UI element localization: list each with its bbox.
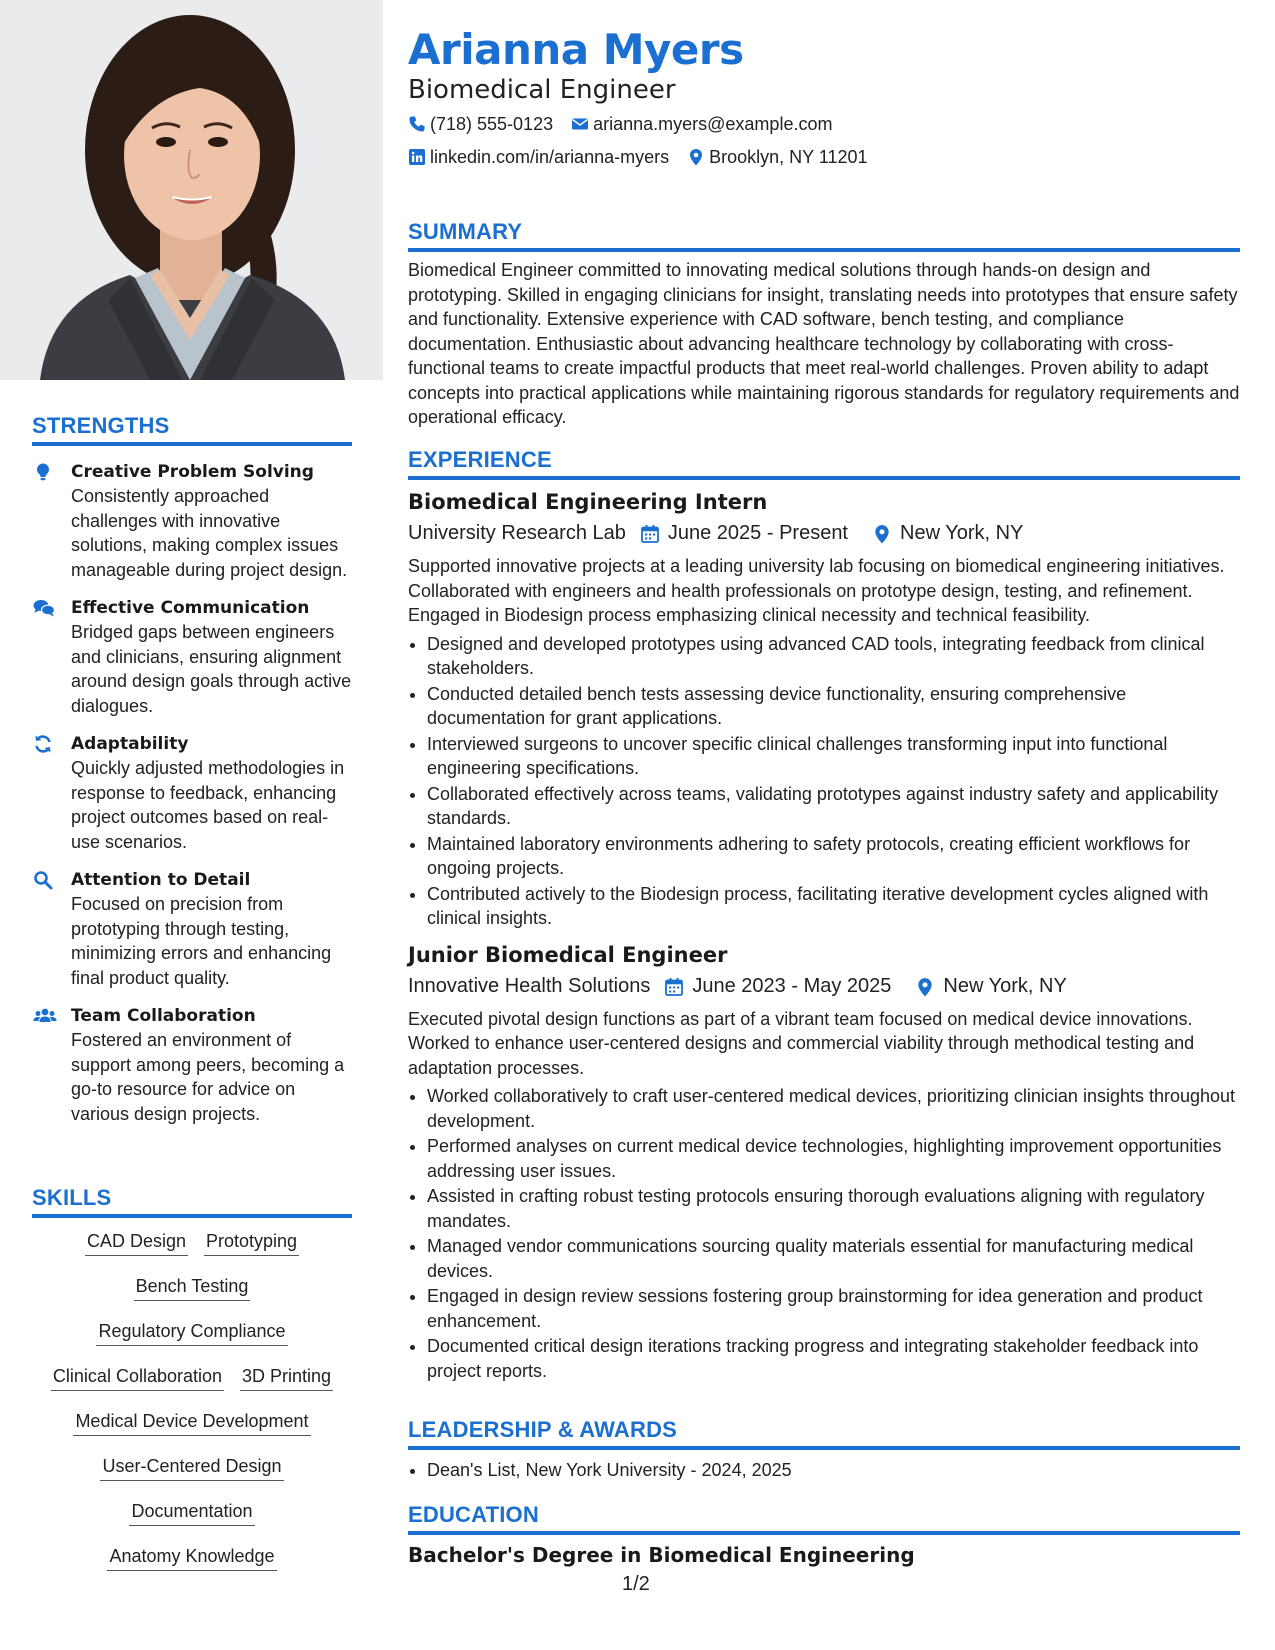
summary-section [408,219,1240,430]
skills-list [32,1230,352,1590]
profile-photo [0,0,383,380]
education-title: EDUCATION [408,1502,1240,1535]
job-bullet: • Maintained laboratory environments adhering to safety protocols, creating efficient workflows for ongoing projects. [427,832,1240,881]
job-role: Biomedical Engineering Intern [408,490,768,514]
job-bullet: • Designed and developed prototypes using advanced CAD tools, integrating feedback from clinical stakeholders. [427,632,1240,681]
skill-tag: CAD Design [85,1230,188,1256]
skill-tag: Regulatory Compliance [96,1320,287,1346]
skills-section [32,1185,352,1590]
contact-row [408,145,868,169]
strength-title: Effective Communication [71,598,310,618]
job-location-group [915,971,1066,1001]
strength-item [32,1004,352,1126]
skills-row [32,1410,352,1455]
job-dates-group [664,971,891,1001]
job-bullet: • Collaborated effectively across teams, validating prototypes against industry safety and applicability standards. [427,782,1240,831]
job-bullets [408,1084,1240,1383]
contact-email[interactable] [571,112,832,136]
skills-row [32,1365,352,1410]
contact-linkedin[interactable] [408,145,669,169]
job-description: Supported innovative projects at a leading university lab focusing on biomedical engineering initiatives. Collaborated with engineers and health professionals on prototype design, testing, and refinement. Engaged in Biodesign process emphasizing clinical necessity and technical feasibility. [408,556,1225,625]
skills-row [32,1230,352,1275]
job-bullet: • Worked collaboratively to craft user-centered medical devices, prioritizing clinician insights throughout development. [427,1084,1240,1133]
comments-icon [33,598,55,618]
strength-item [32,460,352,582]
job-location: New York, NY [943,974,1067,997]
job-meta [408,518,1240,548]
experience-title: EXPERIENCE [408,447,1240,480]
sidebar [0,0,383,1650]
job-bullet: • Managed vendor communications sourcing quality materials essential for manufacturing medical devices. [427,1234,1240,1283]
phone-text: (718) 555-0123 [430,114,554,134]
email-text: arianna.myers@example.com [593,114,833,134]
job-location: New York, NY [900,522,1024,544]
map-pin-icon [915,976,935,996]
location-text: Brooklyn, NY 11201 [709,147,868,167]
strength-description: Quickly adjusted methodologies in response to feedback, enhancing project outcomes based on real-use scenarios. [71,758,345,852]
job-entry [408,941,1240,1384]
skills-row [32,1500,352,1545]
map-pin-icon [687,148,705,166]
job-bullet: • Contributed actively to the Biodesign process, facilitating iterative development cycles aligned with clinical insights. [427,882,1240,931]
leadership-section [408,1417,1240,1484]
strength-item [32,732,352,854]
linkedin-icon [408,148,426,166]
job-entry [408,488,1240,931]
job-bullet: • Documented critical design iterations tracking progress and integrating stakeholder feedback into project reports. [427,1334,1240,1383]
users-icon [33,1006,55,1026]
envelope-icon [571,115,589,133]
contact-location [687,145,867,169]
map-pin-icon [872,523,892,543]
strength-title: Team Collaboration [71,1006,256,1026]
leadership-list [408,1458,1240,1483]
contact-row [408,112,832,136]
skill-tag: Anatomy Knowledge [107,1545,276,1571]
skill-tag: Bench Testing [134,1275,251,1301]
skills-row [32,1545,352,1590]
job-bullet: • Performed analyses on current medical device technologies, highlighting improvement opportunities addressing user issues. [427,1134,1240,1183]
strengths-section [32,413,352,1126]
job-dates-group [640,518,848,548]
job-bullets [408,632,1240,931]
skill-tag: User-Centered Design [100,1455,283,1481]
profile-photo-illustration [0,0,383,380]
job-bullet: • Interviewed surgeons to uncover specific clinical challenges transforming input into functional engineering specifications. [427,732,1240,781]
strength-description: Bridged gaps between engineers and clinicians, ensuring alignment around design goals through active dialogues. [71,622,352,716]
strength-item [32,868,352,990]
job-dates: June 2025 - Present [667,522,848,544]
strength-description: Fostered an environment of support among peers, becoming a go-to resource for advice on various design projects. [71,1030,345,1124]
leadership-title: LEADERSHIP & AWARDS [408,1417,1240,1450]
job-location-group [872,518,1023,548]
strength-title: Creative Problem Solving [71,462,314,482]
skill-tag: 3D Printing [240,1365,333,1391]
skill-tag: Clinical Collaboration [51,1365,224,1391]
job-bullet: • Engaged in design review sessions fostering group brainstorming for idea generation and product enhancement. [427,1284,1240,1333]
contact-phone[interactable] [408,112,553,136]
skills-row [32,1320,352,1365]
skills-title: SKILLS [32,1185,352,1218]
lightbulb-icon [33,462,55,482]
job-description: Executed pivotal design functions as part of a vibrant team focused on medical device innovations. Worked to enhance user-centered designs and commercial viability through methodical testing and adaptation processes. [408,1008,1195,1078]
summary-text: Biomedical Engineer committed to innovating medical solutions through hands-on design and prototyping. Skilled in engaging clinicians for insight, translating needs into prototypes that ensure safety and functionality. Extensive experience with CAD software, bench testing, and compliance documentation. Enthusiastic about advancing healthcare technology by collaborating with cross-functional teams to create impactful products that meet real-world challenges. Proven ability to adapt concepts into practical applications while maintaining rigorous standards for regulatory requirements and operational efficacy. [408,260,1240,427]
skill-tag: Prototyping [204,1230,299,1256]
candidate-headline: Biomedical Engineer [408,75,676,105]
experience-section [408,447,1240,1384]
skill-tag: Medical Device Development [73,1410,310,1436]
phone-icon [408,115,426,133]
leadership-item: • Dean's List, New York University - 2024, 2025 [427,1458,1240,1483]
summary-title: SUMMARY [408,219,1240,252]
sync-icon [33,734,55,754]
skills-row [32,1455,352,1500]
education-degree: Bachelor's Degree in Biomedical Engineering [408,1543,915,1567]
skills-row [32,1275,352,1320]
search-icon [33,870,55,890]
candidate-name: Arianna Myers [408,25,744,74]
job-meta [408,971,1240,1001]
job-company: University Research Lab [408,522,626,544]
strength-title: Attention to Detail [71,870,251,890]
job-role: Junior Biomedical Engineer [408,942,728,967]
calendar-icon [664,976,684,996]
job-company: Innovative Health Solutions [408,974,651,997]
education-section [408,1502,1240,1569]
strength-description: Consistently approached challenges with innovative solutions, making complex issues manageable during project design. [71,486,348,580]
strength-description: Focused on precision from prototyping through testing, minimizing errors and enhancing final product quality. [71,894,332,988]
job-dates: June 2023 - May 2025 [692,974,892,997]
calendar-icon [640,523,660,543]
strength-title: Adaptability [71,734,189,754]
strengths-title: STRENGTHS [32,413,352,446]
job-bullet: • Conducted detailed bench tests assessing device functionality, ensuring comprehensive documentation for grant applications. [427,682,1240,731]
strength-item [32,596,352,718]
page-number: 1/2 [622,1573,650,1595]
skill-tag: Documentation [129,1500,254,1526]
job-bullet: • Assisted in crafting robust testing protocols ensuring thorough evaluations aligning with regulatory mandates. [427,1184,1240,1233]
linkedin-text: linkedin.com/in/arianna-myers [430,147,670,167]
